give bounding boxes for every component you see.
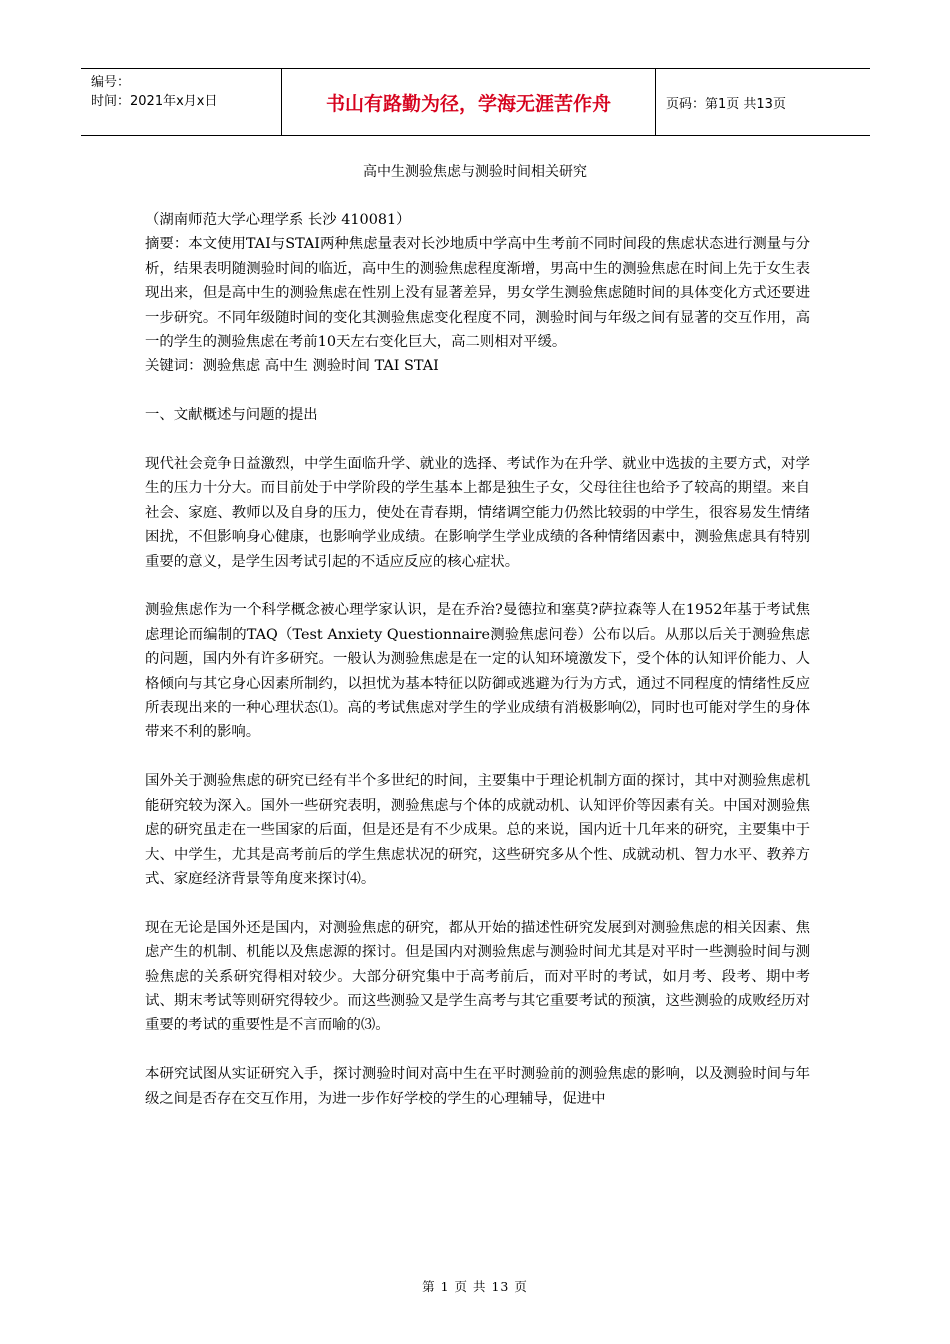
paragraph: 测验焦虑作为一个科学概念被心理学家认识，是在乔治?曼德拉和塞莫?萨拉森等人在1952年基于考试焦虑理论而编制的TAQ（Test Anxiety Questionnaire测验焦虑问卷）公布以后。从那以后关于测验焦虑的问题，国内外有许多研究。一般认为测验焦虑是在一定的认知环境激发下，受个体的认知评价能力、人格倾向与其它身心因素所制约，以担忧为基本特征以防御或逃避为行为方式，通过不同程度的情绪性反应所表现出来的一种心理状态⑴。高的考试焦虑对学生的学业成绩有消极影响⑵，同时也可能对学生的身体带来不利的影响。 [145,602,810,741]
time-label: 时间：2021年x月x日 [91,94,218,109]
header-page-cell [656,69,870,135]
document-body [145,208,810,1111]
paragraph: 现代社会竞争日益激烈，中学生面临升学、就业的选择、考试作为在升学、就业中选拔的主要方式，对学生的压力十分大。而目前处于中学阶段的学生基本上都是独生子女，父母往往也给予了较高的期望。来自社会、家庭、教师以及自身的压力，使处在青春期，情绪调空能力仍然比较弱的中学生，很容易发生情绪困扰，不但影响身心健康，也影响学业成绩。在影响学生学业成绩的各种情绪因素中，测验焦虑具有特别重要的意义，是学生因考试引起的不适应反应的核心症状。 [145,456,810,570]
document-title: 高中生测验焦虑与测验时间相关研究 [363,164,587,180]
abstract: 摘要：本文使用TAI与STAI两种焦虑量表对长沙地质中学高中生考前不同时间段的焦虑状态进行测量与分析，结果表明随测验时间的临近，高中生的测验焦虑程度渐增，男高中生的测验焦虑在时间上先于女生表现出来，但是高中生的测验焦虑在性别上没有显著差异，男女学生测验焦虑随时间的具体变化方式还要进一步研究。不同年级随时间的变化其测验焦虑变化程度不同，测验时间与年级之间有显著的交互作用，高一的学生的测验焦虑在考前10天左右变化巨大，高二则相对平缓。 [145,236,810,351]
page-info: 页码：第1页 共13页 [666,96,786,112]
keywords: 关键词：测验焦虑 高中生 测验时间 TAI STAI [145,358,439,375]
number-label: 编号： [91,75,131,90]
header-motto-cell [282,69,656,135]
affiliation: （湖南师范大学心理学系 长沙 410081） [145,212,411,228]
document-header [81,68,870,136]
page-footer: 第 1 页 共 13 页 [422,1279,528,1294]
header-meta-cell [81,69,282,135]
section-heading: 一、文献概述与问题的提出 [145,407,318,424]
motto-text: 书山有路勤为径，学海无涯苦作舟 [325,92,611,115]
paragraph: 国外关于测验焦虑的研究已经有半个多世纪的时间，主要集中于理论机制方面的探讨，其中对测验焦虑机能研究较为深入。国外一些研究表明，测验焦虑与个体的成就动机、认知评价等因素有关。中国对测验焦虑的研究虽走在一些国家的后面，但是还是有不少成果。总的来说，国内近十几年来的研究，主要集中于大、中学生，尤其是高考前后的学生焦虑状况的研究，这些研究多从个性、成就动机、智力水平、教养方式、家庭经济背景等角度来探讨⑷。 [145,773,810,887]
paragraph: 现在无论是国外还是国内，对测验焦虑的研究，都从开始的描述性研究发展到对测验焦虑的相关因素、焦虑产生的机制、机能以及焦虑源的探讨。但是国内对测验焦虑与测验时间尤其是对平时一些测验时间与测验焦虑的关系研究得相对较少。大部分研究集中于高考前后，而对平时的考试，如月考、段考、期中考试、期末考试等则研究得较少。而这些测验又是学生高考与其它重要考试的预演，这些测验的成败经历对重要的考试的重要性是不言而喻的⑶。 [145,919,810,1034]
paragraph: 本研究试图从实证研究入手，探讨测验时间对高中生在平时测验前的测验焦虑的影响，以及测验时间与年级之间是否存在交互作用，为进一步作好学校的学生的心理辅导，促进中 [145,1066,810,1107]
